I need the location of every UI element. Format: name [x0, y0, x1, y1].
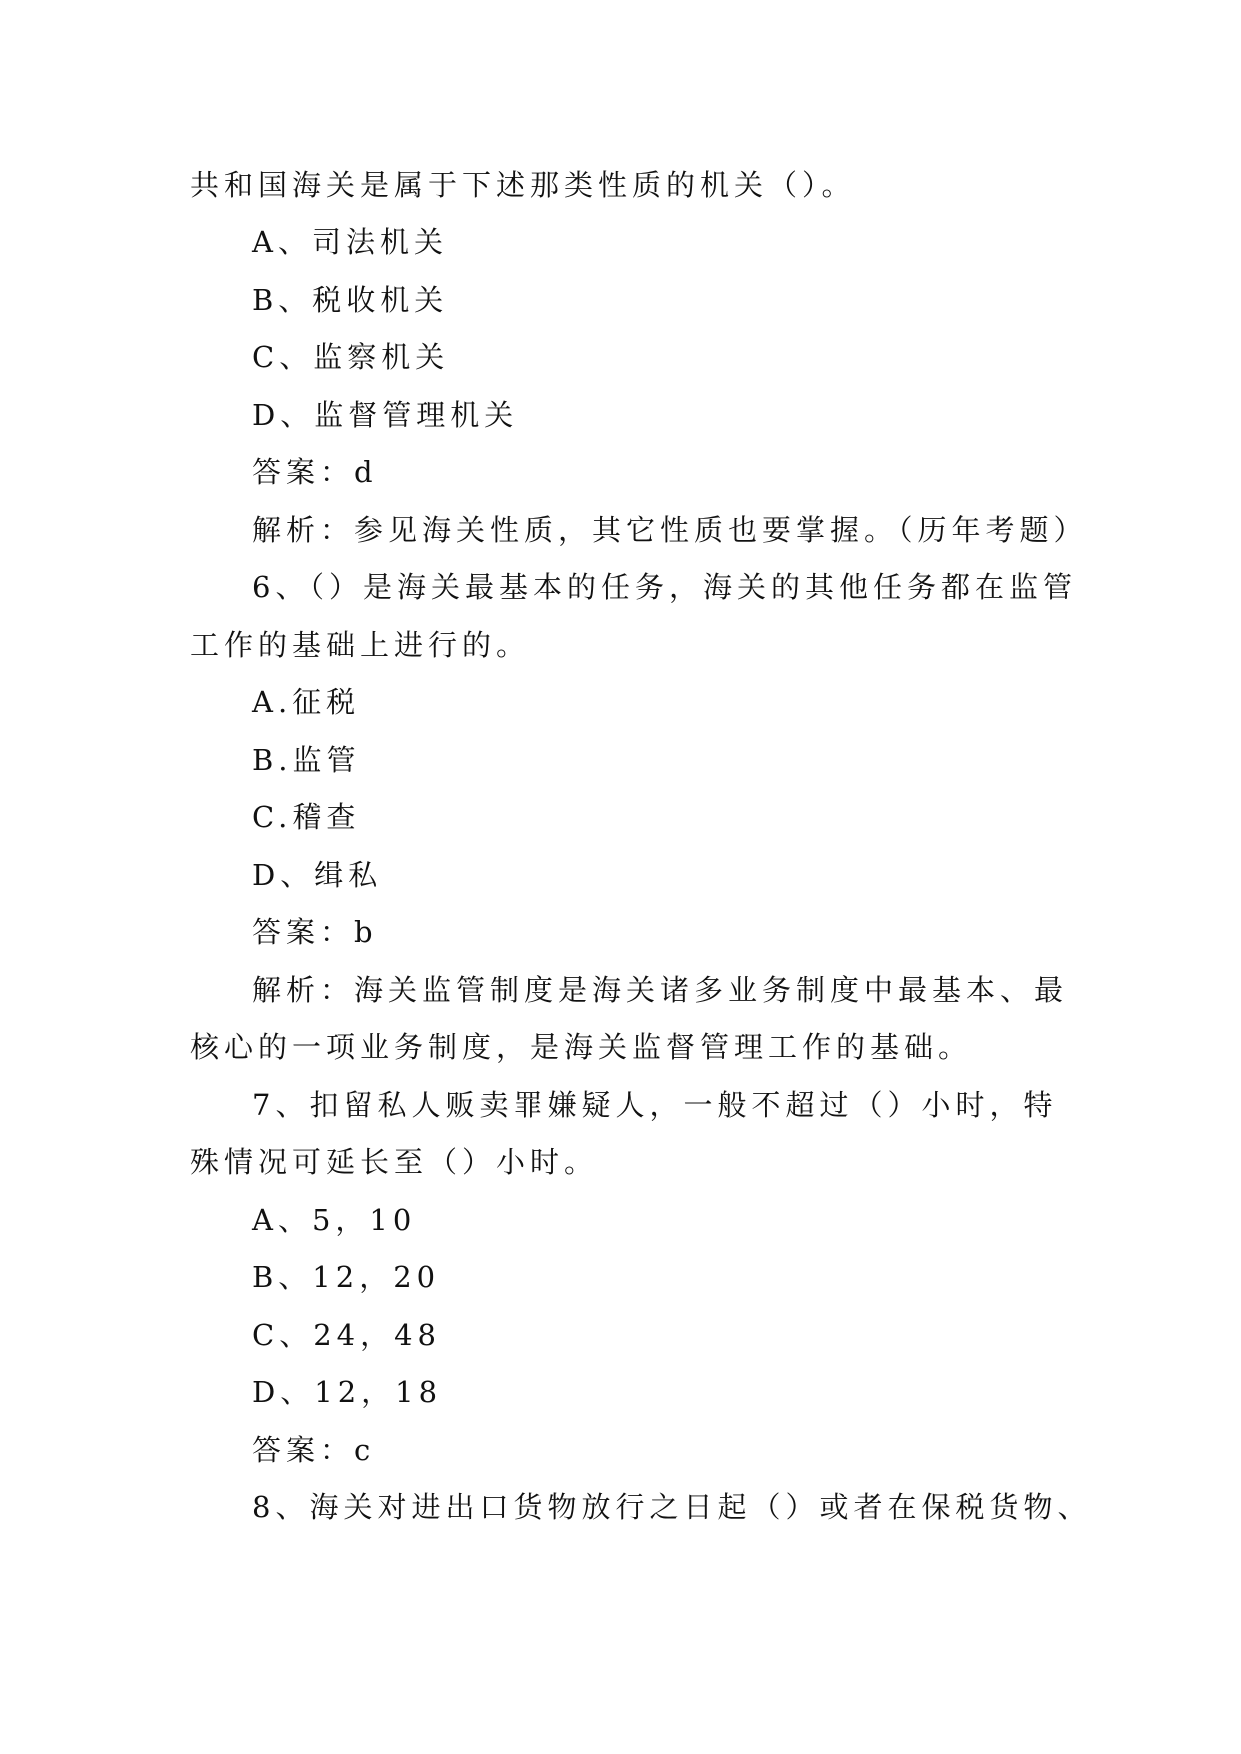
option-a: A、司法机关: [252, 225, 448, 259]
question-7-continued: 殊情况可延长至（）小时。: [190, 1145, 599, 1179]
answer: 答案：c: [252, 1433, 376, 1467]
option-c: C、监察机关: [252, 340, 450, 374]
question-6: 6、（）是海关最基本的任务，海关的其他任务都在监管: [252, 570, 1077, 604]
option-d: D、缉私: [252, 858, 383, 892]
question-7: 7、扣留私人贩卖罪嫌疑人，一般不超过（）小时，特: [252, 1088, 1058, 1122]
question-6-continued: 工作的基础上进行的。: [190, 628, 531, 662]
question-text: 共和国海关是属于下述那类性质的机关（）。: [190, 168, 856, 202]
option-d: D、12，18: [252, 1375, 443, 1409]
option-b: B、12，20: [252, 1260, 441, 1294]
option-c: C.稽查: [252, 800, 361, 834]
option-d: D、监督管理机关: [252, 398, 519, 432]
explanation-continued: 核心的一项业务制度，是海关监督管理工作的基础。: [190, 1030, 973, 1064]
explanation: 解析：海关监管制度是海关诸多业务制度中最基本、最: [252, 973, 1069, 1007]
question-8: 8、海关对进出口货物放行之日起（）或者在保税货物、: [252, 1490, 1092, 1524]
answer: 答案：d: [252, 455, 378, 489]
option-a: A.征税: [252, 685, 361, 719]
answer: 答案：b: [252, 915, 378, 949]
explanation: 解析：参见海关性质，其它性质也要掌握。（历年考题）: [252, 513, 1088, 547]
option-c: C、24，48: [252, 1318, 441, 1352]
option-b: B.监管: [252, 743, 361, 777]
option-a: A、5，10: [252, 1203, 417, 1237]
option-b: B、税收机关: [252, 283, 449, 317]
